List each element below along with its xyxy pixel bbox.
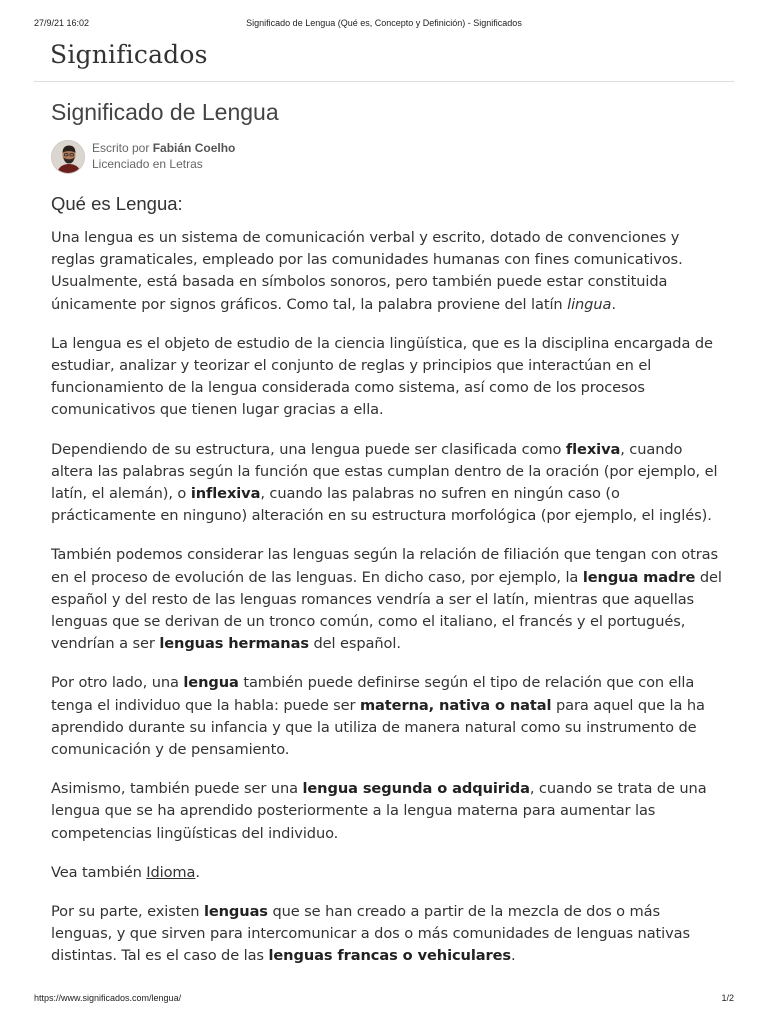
text-run: Por su parte, existen — [51, 903, 204, 921]
text-run: , cuando las palabras no sufren en ningún caso (o prácticamente en ninguno) alteración en su estructura morfológica (por ejemplo, el inglés). — [51, 485, 712, 525]
print-header — [0, 18, 768, 32]
print-document-title: Significado de Lengua (Qué es, Concepto y Definición) - Significados — [246, 18, 522, 28]
italic-term: lingua — [567, 295, 612, 313]
text-run: , cuando altera las palabras según la función que estas cumplan dentro de la oración (por ejemplo, el latín, el alemán), o — [51, 440, 718, 503]
author-name-link[interactable]: Fabián Coelho — [152, 141, 236, 155]
bold-term: lengua — [183, 674, 239, 692]
text-run: , cuando se trata de una lengua que se ha aprendido posteriormente a la lengua materna para aumentar las competencias lingüísticas del individuo. — [51, 780, 707, 842]
paragraph — [51, 544, 723, 655]
page-title: Significado de Lengua — [51, 99, 279, 125]
print-date: 27/9/21 16:02 — [34, 18, 90, 28]
bold-term: flexiva — [565, 440, 621, 458]
print-footer — [0, 993, 768, 1007]
paragraph — [51, 672, 723, 761]
section-heading: Qué es Lengua: — [51, 193, 183, 214]
bold-term: materna, nativa o natal — [359, 696, 552, 714]
text-run: . — [510, 947, 516, 965]
text-run: La lengua es el objeto de estudio de la ciencia lingüística, que es la disciplina encargada de estudiar, analizar y teorizar el conjunto de reglas y principios que interactúan en el funcionamiento de la lengua considerada como sistema, así como de los procesos comunicativos que tienen lugar gracias a ella. — [51, 334, 713, 419]
paragraph — [51, 862, 723, 884]
text-run: Dependiendo de su estructura, una lengua puede ser clasificada como — [51, 440, 566, 458]
site-logo[interactable]: Significados — [50, 40, 208, 69]
text-run: Por otro lado, una — [51, 674, 184, 692]
print-page-number: 1/2 — [721, 993, 734, 1003]
text-run: Asimismo, también puede ser una — [51, 780, 303, 798]
text-run: . — [611, 295, 616, 313]
author-byline — [51, 138, 351, 174]
paragraph — [51, 778, 723, 845]
avatar — [51, 140, 85, 174]
author-avatar-icon — [52, 141, 85, 174]
paragraph — [51, 439, 723, 528]
text-run: para aquel que la ha aprendido durante su infancia y que la utiliza de manera natural como su instrumento de comunicación y de pensamiento. — [51, 696, 705, 759]
site-header — [34, 40, 734, 82]
bold-term: lengua segunda o adquirida — [302, 780, 530, 798]
text-run: Vea también — [51, 863, 147, 881]
text-run: que se han creado a partir de la mezcla de dos o más lenguas, y que sirven para intercomunicar a dos o más comunidades de lenguas nativas distintas. Tal es el caso de las — [51, 903, 690, 965]
author-prefix: Escrito por — [92, 141, 153, 155]
article-body — [51, 227, 723, 985]
bold-term: lenguas — [203, 903, 268, 921]
print-url: https://www.significados.com/lengua/ — [34, 993, 182, 1003]
paragraph — [51, 333, 723, 422]
text-run: Una lengua es un sistema de comunicación verbal y escrito, dotado de convenciones y reglas gramaticales, empleado por las comunidades humanas con fines comunicativos. Usualmente, está basada en símbolos sonoros, pero también puede estar constituida únicamente por signos gráficos. Como tal, la palabra proviene del latín — [51, 229, 683, 313]
author-written-by — [92, 141, 235, 155]
paragraph — [51, 227, 723, 316]
author-role: Licenciado en Letras — [92, 157, 203, 171]
paragraph — [51, 901, 723, 968]
text-run: También podemos considerar las lenguas según la relación de filiación que tengan con otras en el proceso de evolución de las lenguas. En dicho caso, por ejemplo, la — [51, 546, 718, 586]
text-run: del español y del resto de las lenguas romances vendría a ser el latín, mientras que aquellas lenguas que se derivan de un tronco común, como el italiano, el francés y el portugués, vendrían a ser — [51, 568, 722, 653]
text-run: del español. — [308, 635, 401, 653]
bold-term: lenguas francas o vehiculares — [268, 947, 511, 965]
bold-term: lenguas hermanas — [159, 635, 309, 653]
bold-term: inflexiva — [190, 485, 261, 503]
see-also-link[interactable]: Idioma — [146, 863, 196, 881]
text-run: también puede definirse según el tipo de relación que con ella tenga el individuo que la habla: puede ser — [51, 674, 695, 714]
text-run: . — [195, 863, 200, 881]
bold-term: lengua madre — [582, 568, 696, 586]
